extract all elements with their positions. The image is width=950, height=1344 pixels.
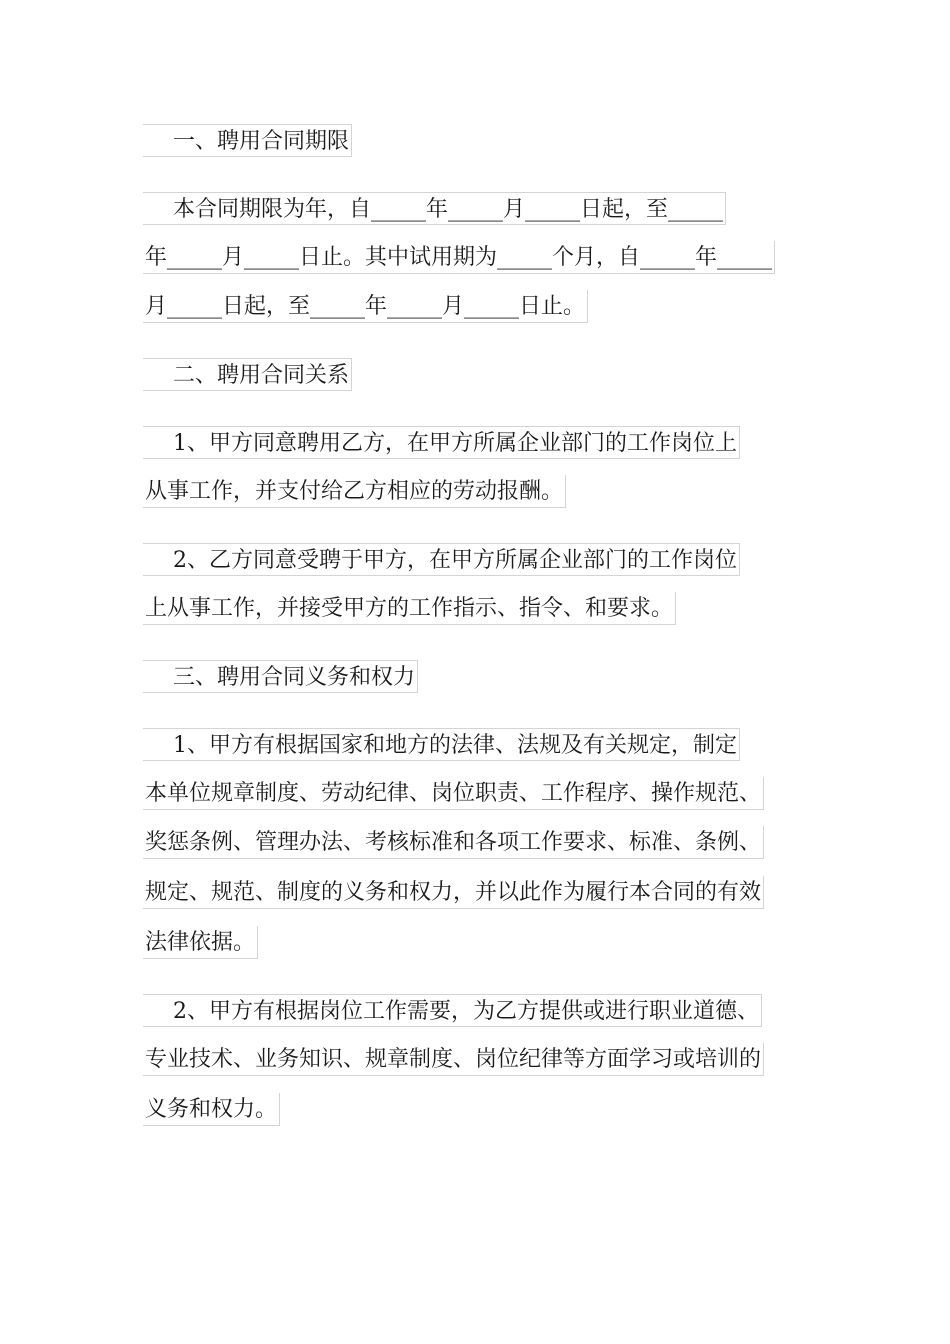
section-3-para-1-line-1: 1、甲方有根据国家和地方的法律、法规及有关规定，制定: [143, 728, 740, 761]
section-3-para-1-line-4: 规定、规范、制度的义务和权力，并以此作为履行本合同的有效: [143, 876, 764, 909]
section-1-heading: 一、聘用合同期限: [143, 124, 352, 157]
section-3-para-1-line-3: 奖惩条例、管理办法、考核标准和各项工作要求、标准、条例、: [143, 826, 764, 859]
section-1-para-1-line-1: 本合同期限为年，自_____年_____月_____日起，至_____: [143, 192, 726, 225]
section-2-para-1-line-2: 从事工作，并支付给乙方相应的劳动报酬。: [143, 475, 566, 508]
section-3-para-2-line-1: 2、甲方有根据岗位工作需要，为乙方提供或进行职业道德、: [143, 994, 762, 1027]
section-2-para-2-line-1: 2、乙方同意受聘于甲方，在甲方所属企业部门的工作岗位: [143, 543, 740, 576]
section-3-para-2-line-2: 专业技术、业务知识、规章制度、岗位纪律等方面学习或培训的: [143, 1043, 764, 1076]
section-3-para-1-line-5: 法律依据。: [143, 926, 258, 959]
section-2-heading: 二、聘用合同关系: [143, 358, 352, 391]
section-2-para-2-line-2: 上从事工作，并接受甲方的工作指示、指令、和要求。: [143, 592, 676, 625]
section-3-heading: 三、聘用合同义务和权力: [143, 660, 418, 693]
section-1-para-1-line-3: 月_____日起，至_____年_____月_____日止。: [143, 290, 588, 323]
section-3-para-1-line-2: 本单位规章制度、劳动纪律、岗位职责、工作程序、操作规范、: [143, 777, 764, 810]
section-3-para-2-line-3: 义务和权力。: [143, 1093, 280, 1126]
section-1-para-1-line-2: 年_____月_____日止。其中试用期为_____个月，自_____年_____: [143, 241, 775, 274]
section-2-para-1-line-1: 1、甲方同意聘用乙方，在甲方所属企业部门的工作岗位上: [143, 426, 740, 459]
